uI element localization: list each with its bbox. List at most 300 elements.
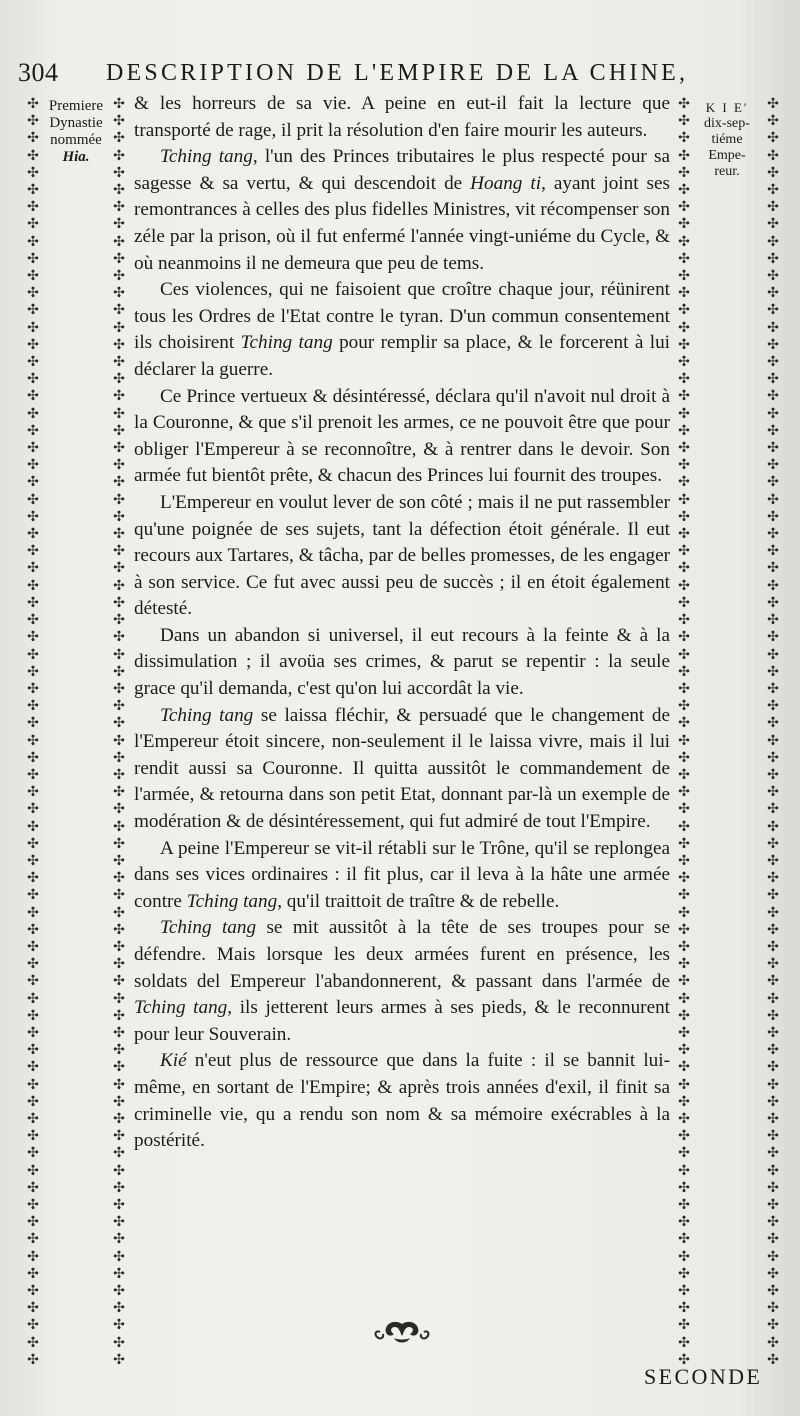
border-flower-icon: ✣ (113, 801, 125, 818)
border-flower-icon: ✣ (678, 491, 690, 508)
border-flower-icon: ✣ (678, 405, 690, 422)
border-flower-icon: ✣ (767, 250, 779, 267)
border-flower-icon: ✣ (27, 1248, 39, 1265)
border-flower-icon: ✣ (678, 1317, 690, 1334)
border-flower-icon: ✣ (113, 216, 125, 233)
border-flower-icon: ✣ (767, 285, 779, 302)
border-flower-icon: ✣ (27, 1093, 39, 1110)
border-flower-icon: ✣ (27, 904, 39, 921)
border-flower-icon: ✣ (27, 887, 39, 904)
border-flower-icon: ✣ (678, 818, 690, 835)
border-flower-icon: ✣ (678, 336, 690, 353)
border-flower-icon: ✣ (767, 96, 779, 112)
border-flower-icon: ✣ (27, 1128, 39, 1145)
text-run: , ils jetterent leurs armes à ses pieds, & le reconnurent pour leur Souverain. (134, 997, 671, 1045)
border-flower-icon: ✣ (113, 199, 125, 216)
margin-note-line: Premiere (48, 98, 104, 114)
text-run: n'eut plus de ressource que dans la fuite : il se bannit lui-même, en sortant de l'Empire; & après trois années d'exil, il finit sa criminelle vie, qu a rendu son nom & sa mémoire exécrables à la postérité. (134, 1050, 670, 1152)
body-text (134, 91, 670, 1155)
italic-name: Tching tang (186, 890, 278, 912)
border-flower-icon: ✣ (767, 1128, 779, 1145)
border-flower-icon: ✣ (27, 199, 39, 216)
border-flower-icon: ✣ (678, 1300, 690, 1317)
border-flower-icon: ✣ (113, 1231, 125, 1248)
border-flower-icon: ✣ (27, 663, 39, 680)
border-flower-icon: ✣ (113, 388, 125, 405)
border-flower-icon: ✣ (113, 164, 125, 181)
border-flower-icon: ✣ (113, 491, 125, 508)
border-flower-icon: ✣ (767, 1248, 779, 1265)
border-flower-icon: ✣ (678, 388, 690, 405)
border-flower-icon: ✣ (678, 1231, 690, 1248)
border-flower-icon: ✣ (767, 457, 779, 474)
border-flower-icon: ✣ (113, 1265, 125, 1282)
border-flower-icon: ✣ (113, 302, 125, 319)
border-flower-icon: ✣ (113, 526, 125, 543)
border-flower-icon: ✣ (678, 1197, 690, 1213)
border-flower-icon: ✣ (767, 1007, 779, 1024)
text-run: L'Empereur en voulut lever de son côté ; mais il ne put rassembler qu'une poignée de ses sujets, tant la défection étoit générale. Il eut recours aux Tartares, & tâcha, par de belles promesses, de les engager à son service. Ce fut avec aussi peu de succès ; il en étoit également détesté. (134, 491, 670, 620)
text-run: pour remplir sa place, & le forcerent à lui déclarer la guerre. (134, 332, 670, 380)
border-flower-icon: ✣ (678, 543, 690, 560)
border-flower-icon: ✣ (767, 1024, 779, 1041)
border-flower-icon: ✣ (767, 698, 779, 715)
border-flower-icon: ✣ (113, 1145, 125, 1162)
border-flower-icon: ✣ (113, 1093, 125, 1110)
border-flower-icon: ✣ (767, 801, 779, 818)
border-flower-icon: ✣ (113, 766, 125, 783)
border-flower-icon: ✣ (767, 870, 779, 887)
border-flower-icon: ✣ (27, 336, 39, 353)
border-flower-icon: ✣ (767, 1110, 779, 1127)
border-flower-icon: ✣ (113, 1351, 125, 1368)
border-flower-icon: ✣ (678, 1059, 690, 1076)
border-flower-icon: ✣ (27, 147, 39, 164)
left-outer-ornament-border (26, 96, 40, 1371)
text-run: A peine l'Empereur se vit-il rétabli sur le Trône, qu'il se replongea dans ses vices ordinaires : il fit plus, car il leva à la hâte une armée contre (134, 837, 670, 912)
border-flower-icon: ✣ (113, 233, 125, 250)
border-flower-icon: ✣ (767, 1145, 779, 1162)
border-flower-icon: ✣ (767, 440, 779, 457)
border-flower-icon: ✣ (113, 612, 125, 629)
border-flower-icon: ✣ (113, 629, 125, 646)
border-flower-icon: ✣ (113, 663, 125, 680)
border-flower-icon: ✣ (27, 1024, 39, 1041)
border-flower-icon: ✣ (113, 1128, 125, 1145)
border-flower-icon: ✣ (27, 319, 39, 336)
border-flower-icon: ✣ (113, 852, 125, 869)
border-flower-icon: ✣ (767, 1179, 779, 1196)
italic-name: Tching tang (160, 917, 257, 939)
border-flower-icon: ✣ (113, 130, 125, 147)
border-flower-icon: ✣ (678, 371, 690, 388)
border-flower-icon: ✣ (678, 130, 690, 147)
border-flower-icon: ✣ (27, 388, 39, 405)
border-flower-icon: ✣ (27, 1007, 39, 1024)
border-flower-icon: ✣ (27, 870, 39, 887)
border-flower-icon: ✣ (678, 594, 690, 611)
border-flower-icon: ✣ (27, 715, 39, 732)
border-flower-icon: ✣ (113, 560, 125, 577)
border-flower-icon: ✣ (113, 457, 125, 474)
border-flower-icon: ✣ (767, 784, 779, 801)
border-flower-icon: ✣ (27, 1197, 39, 1213)
border-flower-icon: ✣ (113, 990, 125, 1007)
border-flower-icon: ✣ (678, 870, 690, 887)
border-flower-icon: ✣ (767, 990, 779, 1007)
border-flower-icon: ✣ (678, 182, 690, 199)
paragraph (134, 703, 670, 836)
border-flower-icon: ✣ (678, 1076, 690, 1093)
paragraph (134, 1048, 670, 1154)
border-flower-icon: ✣ (767, 904, 779, 921)
border-flower-icon: ✣ (27, 491, 39, 508)
border-flower-icon: ✣ (113, 474, 125, 491)
border-flower-icon: ✣ (767, 268, 779, 285)
border-flower-icon: ✣ (767, 663, 779, 680)
margin-note-line: nommée (50, 132, 102, 148)
border-flower-icon: ✣ (27, 1214, 39, 1231)
border-flower-icon: ✣ (27, 457, 39, 474)
border-flower-icon: ✣ (678, 216, 690, 233)
border-flower-icon: ✣ (27, 354, 39, 371)
border-flower-icon: ✣ (113, 973, 125, 990)
border-flower-icon: ✣ (27, 508, 39, 525)
border-flower-icon: ✣ (113, 285, 125, 302)
border-flower-icon: ✣ (767, 715, 779, 732)
border-flower-icon: ✣ (113, 543, 125, 560)
border-flower-icon: ✣ (113, 956, 125, 973)
border-flower-icon: ✣ (767, 147, 779, 164)
border-flower-icon: ✣ (678, 233, 690, 250)
border-flower-icon: ✣ (113, 147, 125, 164)
border-flower-icon: ✣ (678, 526, 690, 543)
border-flower-icon: ✣ (113, 1059, 125, 1076)
border-flower-icon: ✣ (767, 1214, 779, 1231)
border-flower-icon: ✣ (113, 594, 125, 611)
border-flower-icon: ✣ (678, 422, 690, 439)
border-flower-icon: ✣ (113, 1197, 125, 1213)
border-flower-icon: ✣ (678, 938, 690, 955)
paragraph (134, 277, 670, 383)
text-run: & les horreurs de sa vie. A peine en eut-il fait la lecture que transporté de rage, il prit la résolution d'en faire mourir les auteurs. (134, 93, 670, 141)
border-flower-icon: ✣ (27, 96, 39, 112)
border-flower-icon: ✣ (27, 938, 39, 955)
border-flower-icon: ✣ (113, 96, 125, 112)
border-flower-icon: ✣ (27, 1145, 39, 1162)
border-flower-icon: ✣ (767, 1162, 779, 1179)
border-flower-icon: ✣ (27, 1334, 39, 1351)
border-flower-icon: ✣ (678, 508, 690, 525)
border-flower-icon: ✣ (767, 1059, 779, 1076)
italic-name: Hoang ti (470, 172, 542, 194)
border-flower-icon: ✣ (678, 698, 690, 715)
border-flower-icon: ✣ (27, 1265, 39, 1282)
border-flower-icon: ✣ (678, 199, 690, 216)
border-flower-icon: ✣ (27, 474, 39, 491)
text-run: se laissa fléchir, & persuadé que le changement de l'Empereur étoit sincere, non-seulement il le laissa vivre, mais il lui rendit aussi sa Couronne. Il quitta aussitôt le commandement de l'armée, & retourna dans son petit Etat, donnant par-là un exemple de modération & de désintéressement, qui fut admiré de tout l'Empire. (134, 704, 670, 833)
border-flower-icon: ✣ (27, 285, 39, 302)
page-number: 304 (18, 58, 59, 87)
italic-name: Tching tang (134, 997, 228, 1019)
border-flower-icon: ✣ (767, 405, 779, 422)
border-flower-icon: ✣ (27, 526, 39, 543)
border-flower-icon: ✣ (113, 371, 125, 388)
text-run: Dans un abandon si universel, il eut recours à la feinte & à la dissimulation ; il avoüa ses crimes, & parut se repentir : la seule grace qu'il demanda, c'est qu'on lui accordât la vie. (134, 624, 670, 700)
border-flower-icon: ✣ (678, 1093, 690, 1110)
margin-note-line: Dynastie (49, 115, 103, 131)
border-flower-icon: ✣ (767, 577, 779, 594)
border-flower-icon: ✣ (113, 1334, 125, 1351)
border-flower-icon: ✣ (27, 612, 39, 629)
border-flower-icon: ✣ (113, 904, 125, 921)
border-flower-icon: ✣ (27, 921, 39, 938)
border-flower-icon: ✣ (767, 852, 779, 869)
border-flower-icon: ✣ (113, 319, 125, 336)
border-flower-icon: ✣ (767, 1231, 779, 1248)
border-flower-icon: ✣ (767, 1351, 779, 1368)
border-flower-icon: ✣ (678, 560, 690, 577)
border-flower-icon: ✣ (27, 560, 39, 577)
border-flower-icon: ✣ (27, 216, 39, 233)
border-flower-icon: ✣ (678, 956, 690, 973)
paragraph (134, 144, 670, 277)
border-flower-icon: ✣ (113, 508, 125, 525)
border-flower-icon: ✣ (767, 560, 779, 577)
border-flower-icon: ✣ (113, 182, 125, 199)
border-flower-icon: ✣ (678, 1214, 690, 1231)
border-flower-icon: ✣ (27, 594, 39, 611)
border-flower-icon: ✣ (27, 646, 39, 663)
border-flower-icon: ✣ (113, 1179, 125, 1196)
border-flower-icon: ✣ (767, 1042, 779, 1059)
border-flower-icon: ✣ (678, 1179, 690, 1196)
border-flower-icon: ✣ (678, 921, 690, 938)
border-flower-icon: ✣ (113, 921, 125, 938)
border-flower-icon: ✣ (27, 268, 39, 285)
border-flower-icon: ✣ (767, 973, 779, 990)
border-flower-icon: ✣ (678, 1110, 690, 1127)
border-flower-icon: ✣ (113, 1248, 125, 1265)
border-flower-icon: ✣ (27, 250, 39, 267)
border-flower-icon: ✣ (678, 268, 690, 285)
border-flower-icon: ✣ (767, 1283, 779, 1300)
border-flower-icon: ✣ (113, 422, 125, 439)
border-flower-icon: ✣ (27, 1110, 39, 1127)
border-flower-icon: ✣ (113, 870, 125, 887)
border-flower-icon: ✣ (767, 233, 779, 250)
border-flower-icon: ✣ (678, 990, 690, 1007)
border-flower-icon: ✣ (678, 646, 690, 663)
paragraph (134, 91, 670, 144)
border-flower-icon: ✣ (767, 491, 779, 508)
border-flower-icon: ✣ (113, 749, 125, 766)
border-flower-icon: ✣ (767, 164, 779, 181)
border-flower-icon: ✣ (113, 680, 125, 697)
border-flower-icon: ✣ (27, 233, 39, 250)
border-flower-icon: ✣ (767, 474, 779, 491)
border-flower-icon: ✣ (767, 887, 779, 904)
border-flower-icon: ✣ (113, 887, 125, 904)
border-flower-icon: ✣ (678, 577, 690, 594)
border-flower-icon: ✣ (767, 646, 779, 663)
border-flower-icon: ✣ (678, 732, 690, 749)
border-flower-icon: ✣ (27, 1042, 39, 1059)
border-flower-icon: ✣ (27, 1059, 39, 1076)
border-flower-icon: ✣ (767, 732, 779, 749)
border-flower-icon: ✣ (678, 612, 690, 629)
border-flower-icon: ✣ (678, 835, 690, 852)
border-flower-icon: ✣ (767, 508, 779, 525)
border-flower-icon: ✣ (27, 1317, 39, 1334)
border-flower-icon: ✣ (678, 1265, 690, 1282)
border-flower-icon: ✣ (27, 422, 39, 439)
left-inner-ornament-border (112, 96, 126, 1371)
text-run: Ces violences, qui ne faisoient que croître chaque jour, réünirent tous les Ordres de l'Etat contre le tyran. D'un commun consentement ils choisirent (134, 279, 670, 354)
border-flower-icon: ✣ (678, 1248, 690, 1265)
paragraph (134, 915, 670, 1048)
border-flower-icon: ✣ (678, 302, 690, 319)
border-flower-icon: ✣ (678, 784, 690, 801)
border-flower-icon: ✣ (767, 543, 779, 560)
border-flower-icon: ✣ (27, 405, 39, 422)
margin-note-line: K I E' (705, 100, 749, 115)
border-flower-icon: ✣ (678, 766, 690, 783)
border-flower-icon: ✣ (113, 1162, 125, 1179)
border-flower-icon: ✣ (678, 1024, 690, 1041)
border-flower-icon: ✣ (27, 1283, 39, 1300)
border-flower-icon: ✣ (27, 130, 39, 147)
border-flower-icon: ✣ (767, 336, 779, 353)
border-flower-icon: ✣ (767, 818, 779, 835)
border-flower-icon: ✣ (767, 1317, 779, 1334)
border-flower-icon: ✣ (27, 732, 39, 749)
border-flower-icon: ✣ (678, 474, 690, 491)
paragraph (134, 490, 670, 623)
border-flower-icon: ✣ (767, 216, 779, 233)
right-margin-note (692, 100, 762, 180)
border-flower-icon: ✣ (678, 1145, 690, 1162)
border-flower-icon: ✣ (27, 1351, 39, 1368)
border-flower-icon: ✣ (678, 250, 690, 267)
italic-name: Tching tang (160, 146, 253, 168)
border-flower-icon: ✣ (27, 852, 39, 869)
floral-ornament-icon (372, 1318, 432, 1348)
text-run: , ayant joint ses remontrances à celles des plus fidelles Ministres, vit récompenser son zéle par la prison, où il fut enfermé l'année vingt-uniéme du Cycle, & où neanmoins il ne demeura que peu de tems. (134, 172, 670, 274)
border-flower-icon: ✣ (678, 113, 690, 130)
border-flower-icon: ✣ (113, 440, 125, 457)
border-flower-icon: ✣ (27, 164, 39, 181)
border-flower-icon: ✣ (27, 371, 39, 388)
border-flower-icon: ✣ (678, 285, 690, 302)
border-flower-icon: ✣ (767, 594, 779, 611)
border-flower-icon: ✣ (27, 835, 39, 852)
text-run: Ce Prince vertueux & désintéressé, déclara qu'il n'avoit nul droit à la Couronne, & que s'il prenoit les armes, ce ne pouvoit être que pour obliger l'Empereur à se reconnoître, & à rentrer dans le devoir. Son armée fut bientôt prête, & chacun des Princes lui fournit des troupes. (134, 385, 670, 487)
border-flower-icon: ✣ (767, 422, 779, 439)
border-flower-icon: ✣ (27, 1162, 39, 1179)
border-flower-icon: ✣ (113, 715, 125, 732)
margin-note-line: Hia. (62, 149, 90, 165)
border-flower-icon: ✣ (27, 818, 39, 835)
italic-name: Tching tang (240, 332, 333, 354)
border-flower-icon: ✣ (27, 302, 39, 319)
border-flower-icon: ✣ (678, 1283, 690, 1300)
border-flower-icon: ✣ (113, 1042, 125, 1059)
border-flower-icon: ✣ (678, 904, 690, 921)
border-flower-icon: ✣ (678, 801, 690, 818)
border-flower-icon: ✣ (113, 698, 125, 715)
border-flower-icon: ✣ (767, 388, 779, 405)
border-flower-icon: ✣ (678, 1128, 690, 1145)
border-flower-icon: ✣ (767, 302, 779, 319)
border-flower-icon: ✣ (767, 354, 779, 371)
border-flower-icon: ✣ (113, 1110, 125, 1127)
border-flower-icon: ✣ (678, 1042, 690, 1059)
border-flower-icon: ✣ (678, 680, 690, 697)
border-flower-icon: ✣ (113, 405, 125, 422)
border-flower-icon: ✣ (113, 577, 125, 594)
border-flower-icon: ✣ (113, 268, 125, 285)
paragraph (134, 836, 670, 916)
border-flower-icon: ✣ (27, 1300, 39, 1317)
border-flower-icon: ✣ (113, 835, 125, 852)
border-flower-icon: ✣ (113, 784, 125, 801)
border-flower-icon: ✣ (27, 182, 39, 199)
border-flower-icon: ✣ (767, 835, 779, 852)
border-flower-icon: ✣ (27, 1076, 39, 1093)
border-flower-icon: ✣ (767, 1265, 779, 1282)
italic-name: Tching tang (160, 704, 254, 726)
text-run: , l'un des Princes tributaires le plus respecté pour sa sagesse & sa vertu, & qui descendoit de (134, 146, 670, 194)
border-flower-icon: ✣ (767, 956, 779, 973)
border-flower-icon: ✣ (767, 1334, 779, 1351)
border-flower-icon: ✣ (767, 130, 779, 147)
border-flower-icon: ✣ (678, 1162, 690, 1179)
border-flower-icon: ✣ (767, 680, 779, 697)
border-flower-icon: ✣ (767, 938, 779, 955)
border-flower-icon: ✣ (113, 336, 125, 353)
border-flower-icon: ✣ (113, 1283, 125, 1300)
border-flower-icon: ✣ (27, 1231, 39, 1248)
border-flower-icon: ✣ (113, 732, 125, 749)
right-outer-ornament-border (766, 96, 780, 1371)
border-flower-icon: ✣ (767, 1197, 779, 1213)
border-flower-icon: ✣ (678, 457, 690, 474)
border-flower-icon: ✣ (113, 1214, 125, 1231)
border-flower-icon: ✣ (767, 629, 779, 646)
border-flower-icon: ✣ (27, 543, 39, 560)
border-flower-icon: ✣ (767, 1093, 779, 1110)
border-flower-icon: ✣ (113, 646, 125, 663)
border-flower-icon: ✣ (678, 96, 690, 112)
border-flower-icon: ✣ (27, 680, 39, 697)
border-flower-icon: ✣ (678, 887, 690, 904)
border-flower-icon: ✣ (678, 749, 690, 766)
border-flower-icon: ✣ (113, 354, 125, 371)
border-flower-icon: ✣ (678, 354, 690, 371)
border-flower-icon: ✣ (767, 199, 779, 216)
border-flower-icon: ✣ (113, 113, 125, 130)
border-flower-icon: ✣ (767, 1076, 779, 1093)
margin-note-line: dix-sep- (704, 116, 750, 131)
border-flower-icon: ✣ (678, 852, 690, 869)
border-flower-icon: ✣ (27, 1179, 39, 1196)
border-flower-icon: ✣ (27, 698, 39, 715)
border-flower-icon: ✣ (767, 371, 779, 388)
border-flower-icon: ✣ (767, 113, 779, 130)
border-flower-icon: ✣ (27, 973, 39, 990)
italic-name: Kié (160, 1050, 187, 1072)
